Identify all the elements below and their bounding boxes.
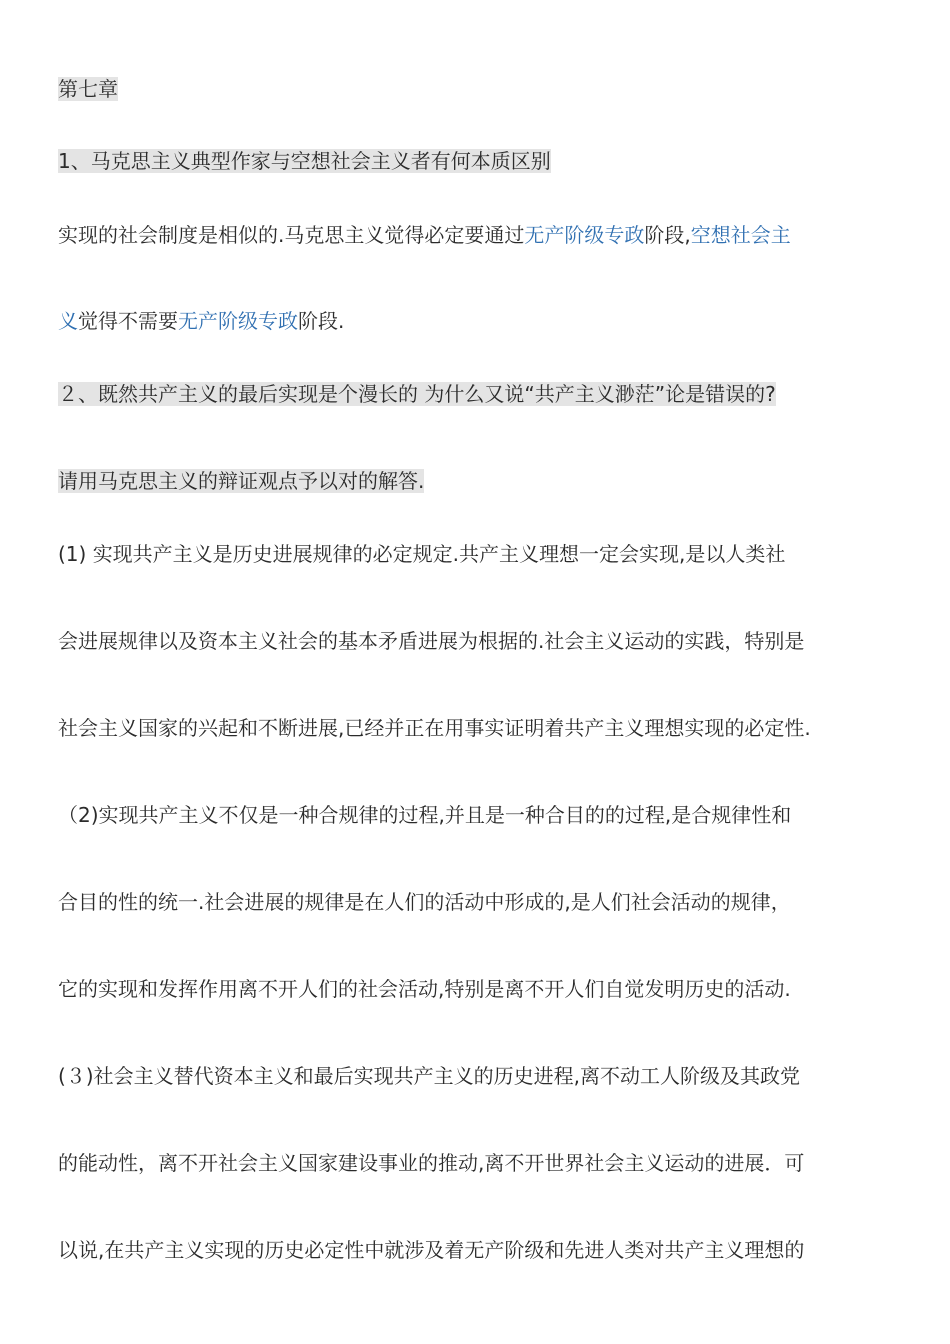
answer-1-text: 阶段. bbox=[298, 309, 345, 333]
question-2-text: 请用马克思主义的辩证观点予以对的解答. bbox=[58, 469, 425, 493]
answer-2-line: 以说,在共产主义实现的历史必定性中就涉及着无产阶级和先进人类对共产主义理想的 bbox=[58, 1238, 805, 1262]
answer-2-line: (３)社会主义替代资本主义和最后实现共产主义的历史进程,离不动工人阶级及其政党 bbox=[58, 1064, 800, 1088]
question-1-text: 1、马克思主义典型作家与空想社会主义者有何本质区别 bbox=[58, 149, 551, 173]
question-2-line-2 bbox=[58, 466, 424, 496]
answer-2-line: 它的实现和发挥作用离不开人们的社会活动,特别是离不开人们自觉发明历史的活动. bbox=[58, 977, 791, 1001]
chapter-title bbox=[58, 74, 118, 104]
chapter-title-text: 第七章 bbox=[58, 77, 118, 101]
utopian-socialism-link[interactable]: 空想社会主 bbox=[690, 223, 791, 247]
answer-1-text: 阶段, bbox=[644, 223, 691, 247]
question-2-text: ２、既然共产主义的最后实现是个漫长的 为什么又说“共产主义渺茫”论是错误的? bbox=[58, 382, 776, 406]
proletarian-dictatorship-link[interactable]: 无产阶级专政 bbox=[524, 223, 645, 247]
answer-2-line: (1) 实现共产主义是历史进展规律的必定规定.共产主义理想一定会实现,是以人类社 bbox=[58, 542, 786, 566]
answer-1-line-2 bbox=[58, 306, 344, 336]
utopian-socialism-link[interactable]: 义 bbox=[58, 309, 78, 333]
answer-2-line: （2)实现共产主义不仅是一种合规律的过程,并且是一种合目的的过程,是合规律性和 bbox=[58, 803, 792, 827]
proletarian-dictatorship-link[interactable]: 无产阶级专政 bbox=[178, 309, 298, 333]
answer-2-line: 会进展规律以及资本主义社会的基本矛盾进展为根据的.社会主义运动的实践，特别是 bbox=[58, 629, 805, 653]
answer-1-text: 觉得不需要 bbox=[78, 309, 178, 333]
answer-2-line: 的能动性，离不开社会主义国家建设事业的推动,离不开世界社会主义运动的进展．可 bbox=[58, 1151, 805, 1175]
answer-1-text: 实现的社会制度是相似的.马克思主义觉得必定要通过 bbox=[58, 223, 525, 247]
answer-1-line-1 bbox=[58, 220, 791, 250]
question-2-line-1 bbox=[58, 379, 776, 409]
question-1 bbox=[58, 146, 551, 176]
answer-2-line: 合目的性的统一.社会进展的规律是在人们的活动中形成的,是人们社会活动的规律， bbox=[58, 890, 791, 914]
answer-2-line: 社会主义国家的兴起和不断进展,已经并正在用事实证明着共产主义理想实现的必定性. bbox=[58, 716, 811, 740]
